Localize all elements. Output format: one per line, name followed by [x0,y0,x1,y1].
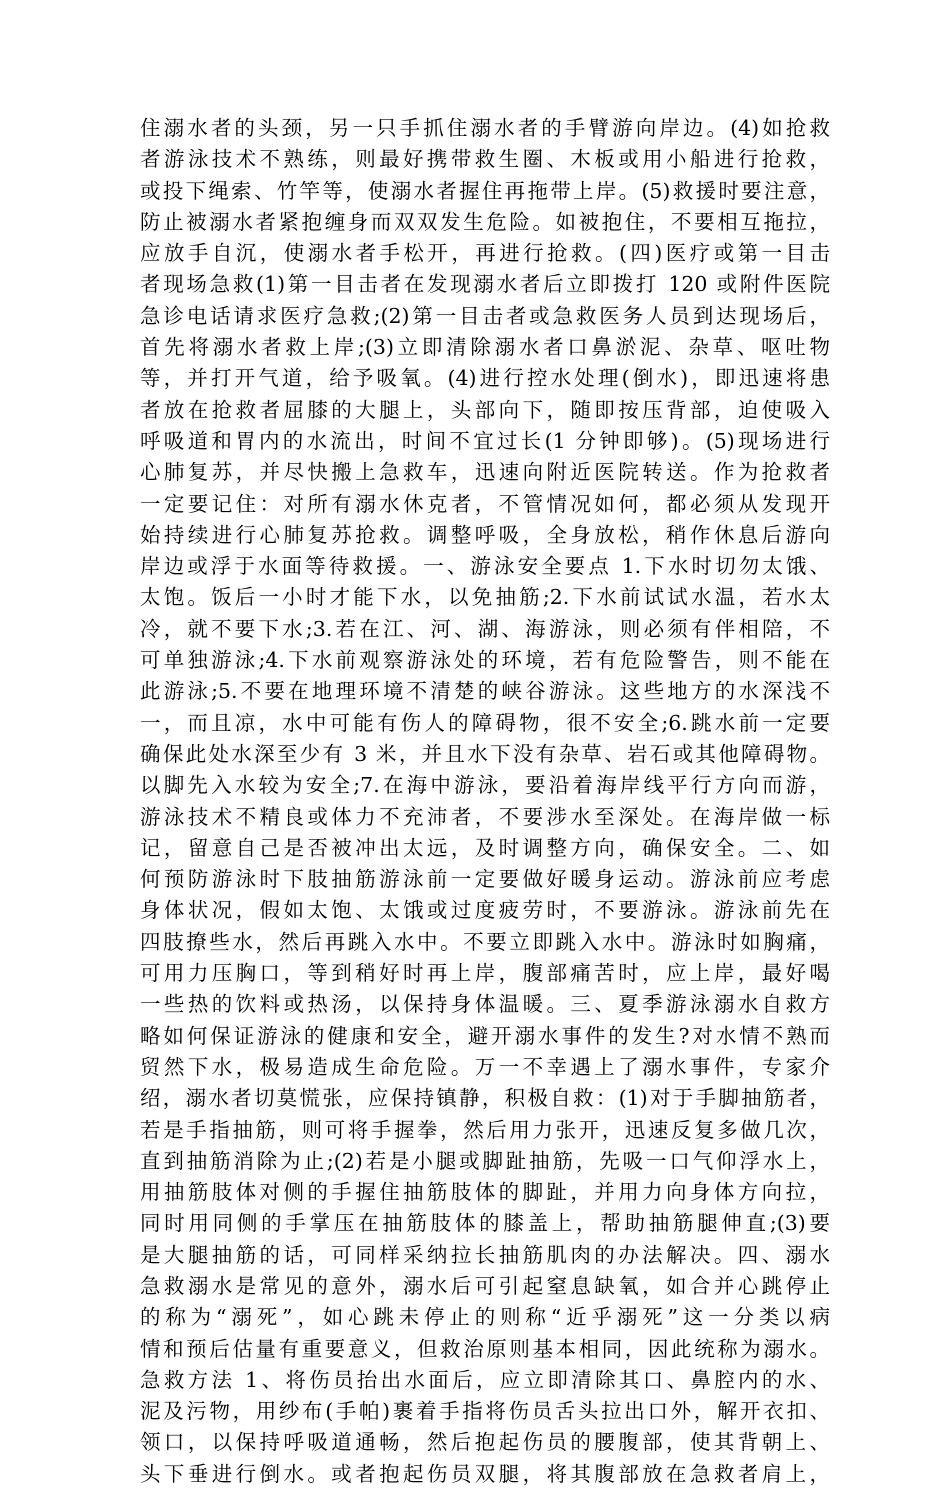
text-line: 防止被溺水者紧抱缠身而双双发生危险。如被抱住，不要相互拖拉， [140,209,830,234]
text-line: 记，留意自己是否被冲出太远，及时调整方向，确保安全。二、如 [140,835,830,860]
text-line: 略如何保证游泳的健康和安全，避开溺水事件的发生?对水情不熟而 [140,1023,830,1048]
text-line: 同时用同侧的手掌压在抽筋肢体的膝盖上，帮助抽筋腿伸直;(3)要 [140,1211,830,1236]
text-line: 此游泳;5.不要在地理环境不清楚的峡谷游泳。这些地方的水深浅不 [140,679,830,704]
text-line: 首先将溺水者救上岸;(3)立即清除溺水者口鼻淤泥、杂草、呕吐物 [140,335,830,360]
text-line: 贸然下水，极易造成生命危险。万一不幸遇上了溺水事件，专家介 [140,1054,830,1079]
text-line: 住溺水者的头颈，另一只手抓住溺水者的手臂游向岸边。(4)如抢救 [140,116,830,140]
text-line: 一定要记住：对所有溺水休克者，不管情况如何，都必须从发现开 [140,491,830,516]
text-line: 直到抽筋消除为止;(2)若是小腿或脚趾抽筋，先吸一口气仰浮水上， [140,1148,830,1173]
text-line: 用抽筋肢体对侧的手握住抽筋肢体的脚趾，并用力向身体方向拉， [140,1180,830,1205]
text-line: 四肢撩些水，然后再跳入水中。不要立即跳入水中。游泳时如胸痛， [140,929,830,954]
text-line: 急救溺水是常见的意外，溺水后可引起窒息缺氧，如合并心跳停止 [140,1273,830,1298]
text-line: 绍，溺水者切莫慌张，应保持镇静，积极自救：(1)对于手脚抽筋者， [140,1086,830,1111]
text-line: 泥及污物，用纱布(手帕)裹着手指将伤员舌头拉出口外，解开衣扣、 [140,1399,830,1424]
text-line: 是大腿抽筋的话，可同样采纳拉长抽筋肌肉的办法解决。四、溺水 [140,1242,830,1267]
text-line: 急救方法 1、将伤员抬出水面后，应立即清除其口、鼻腔内的水、 [140,1367,830,1392]
text-line: 太饱。饭后一小时才能下水，以免抽筋;2.下水前试试水温，若水太 [140,585,830,610]
text-line: 始持续进行心肺复苏抢救。调整呼吸，全身放松，稍作休息后游向 [140,522,830,547]
text-line: 若是手指抽筋，则可将手握拳，然后用力张开，迅速反复多做几次， [140,1117,830,1142]
text-line: 以脚先入水较为安全;7.在海中游泳，要沿着海岸线平行方向而游， [140,773,830,798]
text-line: 者游泳技术不熟练，则最好携带救生圈、木板或用小船进行抢救， [140,147,830,172]
text-line: 或投下绳索、竹竿等，使溺水者握住再拖带上岸。(5)救援时要注意， [140,178,830,203]
text-line: 的称为“溺死”，如心跳未停止的则称“近乎溺死”这一分类以病 [140,1305,830,1330]
text-line: 岸边或浮于水面等待救援。一、游泳安全要点 1.下水时切勿太饿、 [140,554,830,579]
text-line: 领口，以保持呼吸道通畅，然后抱起伤员的腰腹部，使其背朝上、 [140,1430,830,1455]
text-line: 急诊电话请求医疗急救;(2)第一目击者或急救医务人员到达现场后， [140,303,830,328]
text-line: 者放在抢救者屈膝的大腿上，头部向下，随即按压背部，迫使吸入 [140,397,830,422]
text-line: 游泳技术不精良或体力不充沛者，不要涉水至深处。在海岸做一标 [140,804,830,829]
document-body [140,113,830,1490]
text-line: 确保此处水深至少有 3 米，并且水下没有杂草、岩石或其他障碍物。 [140,741,830,766]
text-line: 者现场急救(1)第一目击者在发现溺水者后立即拨打 120 或附件医院 [140,272,830,297]
text-line: 可单独游泳;4.下水前观察游泳处的环境，若有危险警告，则不能在 [140,648,830,673]
text-line: 等，并打开气道，给予吸氧。(4)进行控水处理(倒水)，即迅速将患 [140,366,830,391]
text-line: 头下垂进行倒水。或者抱起伤员双腿，将其腹部放在急救者肩上， [140,1461,830,1486]
text-line: 一，而且凉，水中可能有伤人的障碍物，很不安全;6.跳水前一定要 [140,710,830,735]
text-line: 应放手自沉，使溺水者手松开，再进行抢救。(四)医疗或第一目击 [140,241,830,266]
text-line: 何预防游泳时下肢抽筋游泳前一定要做好暖身运动。游泳前应考虑 [140,867,830,892]
text-line: 可用力压胸口，等到稍好时再上岸，腹部痛苦时，应上岸，最好喝 [140,961,830,986]
text-line: 情和预后估量有重要意义，但救治原则基本相同，因此统称为溺水。 [140,1336,830,1361]
text-line: 身体状况，假如太饱、太饿或过度疲劳时，不要游泳。游泳前先在 [140,898,830,923]
text-line: 冷，就不要下水;3.若在江、河、湖、海游泳，则必须有伴相陪，不 [140,616,830,641]
text-line: 一些热的饮料或热汤，以保持身体温暖。三、夏季游泳溺水自救方 [140,992,830,1017]
text-line: 呼吸道和胃内的水流出，时间不宜过长(1 分钟即够)。(5)现场进行 [140,428,830,453]
text-line: 心肺复苏，并尽快搬上急救车，迅速向附近医院转送。作为抢救者 [140,460,830,485]
